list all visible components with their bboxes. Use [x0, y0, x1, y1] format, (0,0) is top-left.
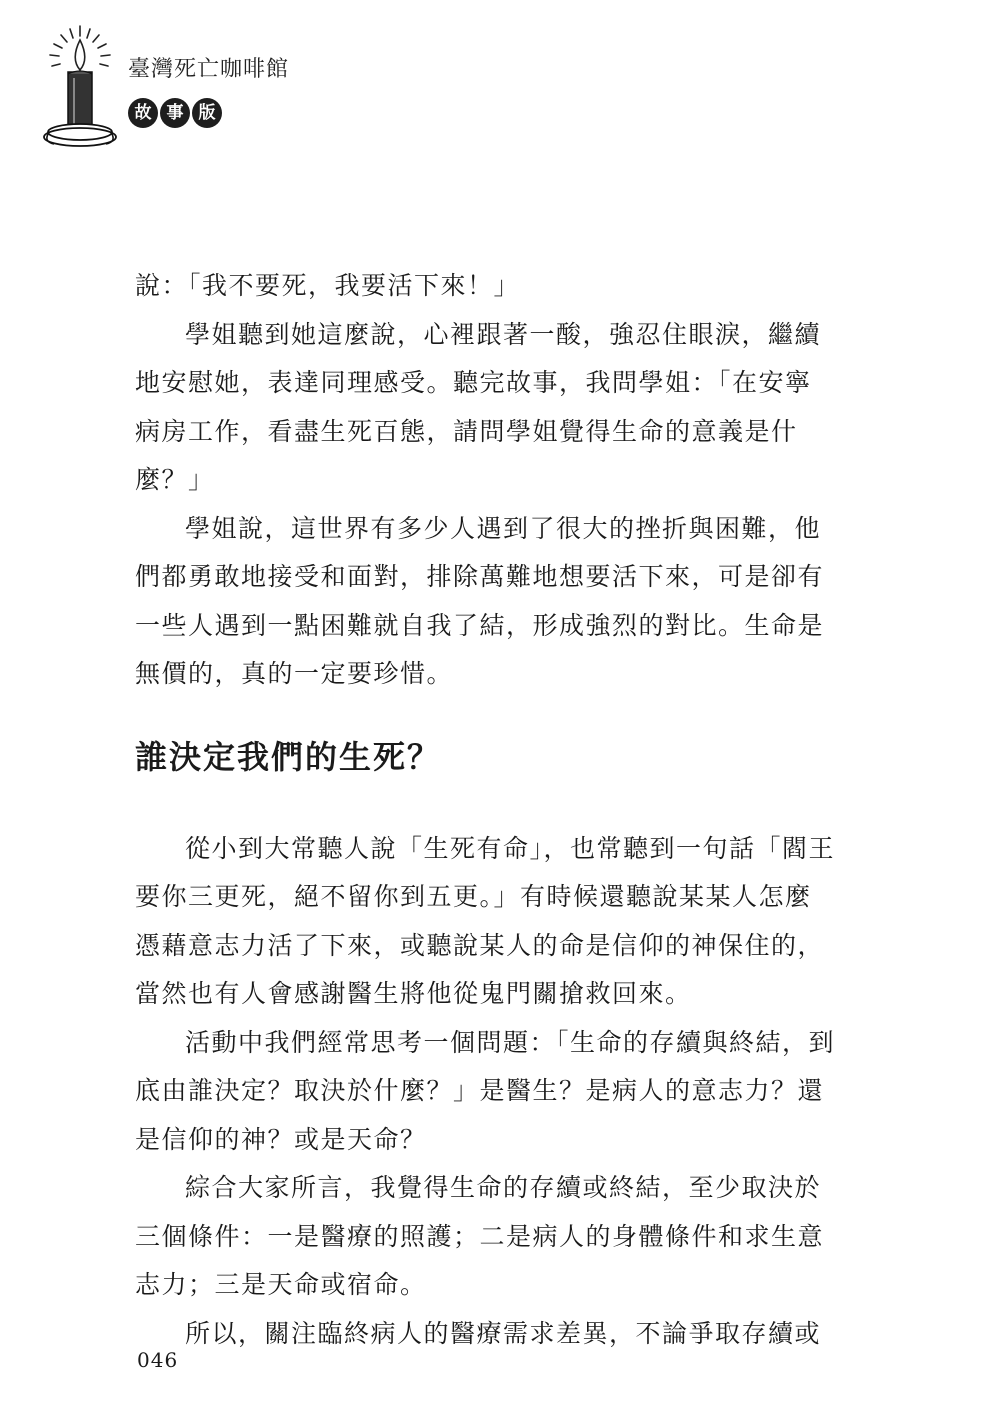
book-title: 臺灣死亡咖啡館 [128, 57, 290, 82]
page-header [40, 22, 440, 162]
paragraph: 綜合大家所言，我覺得生命的存續或終結，至少取決於三個條件：一是醫療的照護；二是病人的身體條件和求生意志力；三是天命或宿命。 [135, 1173, 825, 1299]
paragraph: 學姐聽到她這麼說，心裡跟著一酸，強忍住眼淚，繼續地安慰她，表達同理感受。聽完故事，我問學姐：「在安寧病房工作，看盡生死百態，請問學姐覺得生命的意義是什麼？」 [135, 319, 822, 494]
page-number: 046 [137, 1348, 179, 1372]
edition-badge-char: 故 [128, 98, 158, 128]
paragraph: 從小到大常聽人說「生死有命」，也常聽到一句話「閻王要你三更死，絕不留你到五更。」有時候還聽說某某人怎麼憑藉意志力活了下來，或聽說某人的命是信仰的神保住的，當然也有人會感謝醫生將他從鬼門關搶救回來。 [135, 833, 836, 1008]
section-heading: 誰決定我們的生死？ [135, 737, 442, 776]
candle-icon [40, 22, 120, 152]
paragraph: 學姐說，這世界有多少人遇到了很大的挫折與困難，他們都勇敢地接受和面對，排除萬難地想要活下來，可是卻有一些人遇到一點困難就自我了結，形成強烈的對比。生命是無價的，真的一定要珍惜。 [135, 513, 825, 688]
paragraph: 活動中我們經常思考一個問題：「生命的存續與終結，到底由誰決定？取決於什麼？」是醫生？是病人的意志力？還是信仰的神？或是天命？ [135, 1027, 836, 1154]
paragraph: 說：「我不要死，我要活下來！」 [135, 271, 521, 300]
body-text [135, 262, 835, 1358]
edition-badge-char: 版 [192, 98, 222, 128]
edition-badge [128, 98, 222, 128]
edition-badge-char: 事 [160, 98, 190, 128]
paragraph: 所以，關注臨終病人的醫療需求差異，不論爭取存續或 [185, 1318, 822, 1348]
